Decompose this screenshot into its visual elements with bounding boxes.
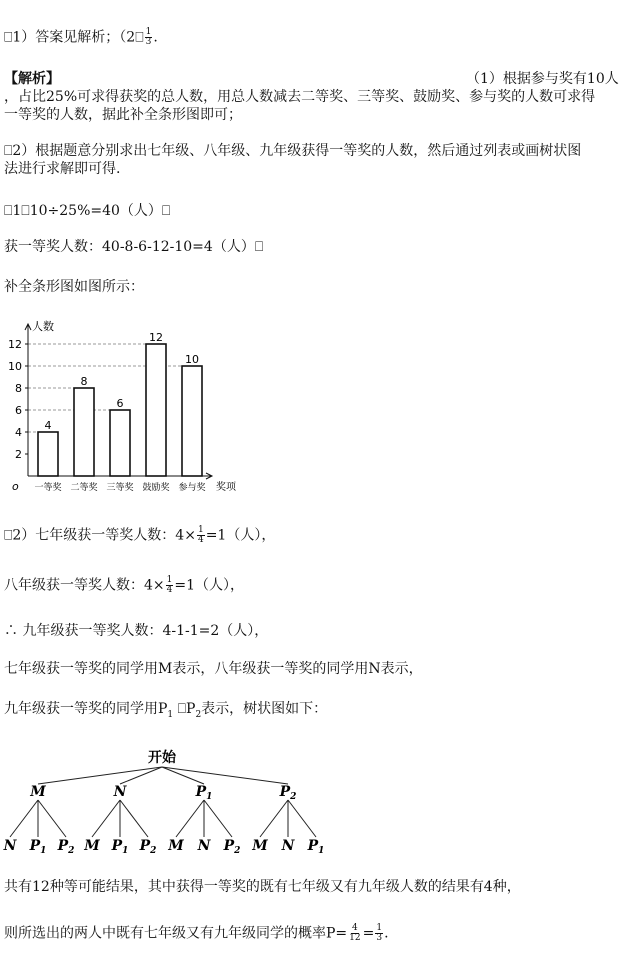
tree-node: $P_1$ bbox=[195, 784, 213, 802]
grade8-line bbox=[4, 576, 244, 595]
tree-node: $P_2$ bbox=[279, 784, 297, 802]
notation-line1: 七年级获一等奖的同学用M表示，八年级获一等奖的同学用N表示， bbox=[4, 661, 423, 677]
tree-root: 开始 bbox=[148, 750, 176, 766]
probability-suffix: . bbox=[384, 925, 389, 942]
chart-bars bbox=[38, 344, 202, 476]
tree-node: N bbox=[113, 784, 127, 800]
y-tick-label: 2 bbox=[15, 448, 22, 461]
tree-node: $P_2$ bbox=[57, 838, 75, 856]
x-tick-label: 鼓励奖 bbox=[142, 483, 170, 493]
conclusion-line1: 共有12种等可能结果，其中获得一等奖的既有七年级又有九年级人数的结果有4种， bbox=[4, 879, 521, 895]
tree-node: N bbox=[197, 838, 211, 854]
fraction-denominator: 4 bbox=[166, 585, 173, 595]
grade8-result: =1（人）， bbox=[174, 577, 245, 594]
grade7-fraction bbox=[197, 526, 205, 545]
tree-diagram bbox=[0, 740, 340, 865]
grade9-line: ∴ 九年级获一等奖人数：4-1-1=2（人）， bbox=[4, 623, 269, 639]
notation-sub1: 1 bbox=[167, 709, 174, 720]
grade7-result: =1（人）， bbox=[205, 527, 276, 544]
bar bbox=[38, 432, 58, 476]
grade7-text: ⎕2）七年级获一等奖人数：4× bbox=[4, 527, 196, 544]
tree-edge bbox=[92, 800, 120, 837]
tree-edge bbox=[120, 800, 148, 837]
tree-edge bbox=[288, 800, 316, 837]
fraction-numerator: 4 bbox=[352, 923, 358, 933]
tree-node: $P_2$ bbox=[139, 838, 157, 856]
x-tick-label: 参与奖 bbox=[178, 483, 206, 493]
bar-value-label: 12 bbox=[149, 331, 163, 344]
x-tick-label: 二等奖 bbox=[70, 483, 98, 493]
tree-edge bbox=[10, 800, 38, 837]
fraction-denominator: 3 bbox=[376, 933, 383, 943]
analysis-part1-cont2: 一等奖的人数，据此补全条形图即可； bbox=[4, 107, 242, 123]
tree-node: M bbox=[168, 838, 184, 854]
bar-chart bbox=[0, 312, 250, 497]
tree-edge bbox=[38, 800, 66, 837]
bar-value-label: 8 bbox=[80, 375, 88, 388]
x-tick-label: 三等奖 bbox=[106, 483, 134, 493]
tree-node: $P_1$ bbox=[307, 838, 325, 856]
fraction-denominator: 4 bbox=[197, 535, 204, 545]
fraction-numerator: 1 bbox=[166, 575, 173, 585]
tree-node: $P_1$ bbox=[29, 838, 47, 856]
answer-fraction bbox=[145, 28, 153, 47]
tree-node: $P_2$ bbox=[223, 838, 241, 856]
bar bbox=[74, 388, 94, 476]
tree-node: N bbox=[3, 838, 17, 854]
conclusion-line2 bbox=[4, 924, 389, 943]
probability-fraction-1 bbox=[348, 924, 361, 943]
analysis-part2-line1: ⎕2）根据题意分别求出七年级、八年级、九年级获得一等奖的人数，然后通过列表或画树状图 bbox=[4, 143, 582, 159]
tree-node: M bbox=[252, 838, 268, 854]
fraction-denominator: 3 bbox=[145, 37, 152, 47]
solution-step1: ⎕1⎕10÷25%=40（人）⎕ bbox=[4, 203, 171, 219]
bar bbox=[182, 366, 202, 476]
notation-text-a: 九年级获一等奖的同学用P bbox=[4, 701, 168, 717]
tree-edge bbox=[176, 800, 204, 837]
fraction-numerator: 1 bbox=[376, 923, 383, 933]
notation-text-b: ⎕P bbox=[173, 701, 196, 717]
bar bbox=[110, 410, 130, 476]
probability-fraction-2 bbox=[375, 924, 383, 943]
analysis-part1-cont1: ，占比25%可求得获奖的总人数，用总人数减去二等奖、三等奖、鼓励奖、参与奖的人数可求得 bbox=[4, 89, 596, 105]
tree-edge bbox=[162, 767, 288, 784]
answer-line bbox=[4, 28, 158, 47]
tree-node: M bbox=[84, 838, 100, 854]
x-axis-label: 奖项 bbox=[216, 482, 236, 493]
y-tick-label: 4 bbox=[15, 426, 22, 439]
probability-text: 则所选出的两人中既有七年级又有九年级同学的概率P= bbox=[4, 925, 348, 942]
x-tick-label: 一等奖 bbox=[34, 483, 62, 493]
analysis-part1-lead: （1）根据参与奖有10人 bbox=[466, 71, 619, 87]
fraction-numerator: 1 bbox=[145, 27, 152, 37]
fraction-numerator: 1 bbox=[197, 525, 204, 535]
y-tick-label: 12 bbox=[8, 338, 22, 351]
y-axis-label: 人数 bbox=[32, 320, 54, 333]
equals-sign: = bbox=[362, 925, 375, 942]
analysis-part2-line2: 法进行求解即可得. bbox=[4, 161, 121, 177]
fraction-denominator: 12 bbox=[349, 933, 361, 943]
bar-value-label: 4 bbox=[44, 419, 52, 432]
grade8-text: 八年级获一等奖人数：4× bbox=[4, 577, 165, 594]
answer-text: ⎕1）答案见解析；（2⎕ bbox=[4, 29, 144, 46]
bar-value-label: 10 bbox=[185, 353, 199, 366]
solution-step3: 补全条形图如图所示： bbox=[4, 279, 144, 295]
notation-sub2: 2 bbox=[195, 709, 202, 720]
solution-step2: 获一等奖人数：40-8-6-12-10=4（人）⎕ bbox=[4, 239, 264, 255]
tree-node: N bbox=[281, 838, 295, 854]
tree-nodes bbox=[3, 784, 325, 856]
origin-label: o bbox=[12, 480, 19, 493]
tree-edge bbox=[260, 800, 288, 837]
analysis-heading: 【解析】 bbox=[4, 71, 60, 87]
bar bbox=[146, 344, 166, 476]
tree-edge bbox=[38, 767, 162, 784]
tree-node: $P_1$ bbox=[111, 838, 129, 856]
bar-value-label: 6 bbox=[116, 397, 124, 410]
notation-text-c: 表示，树状图如下： bbox=[201, 701, 328, 717]
y-tick-label: 6 bbox=[15, 404, 22, 417]
tree-node: M bbox=[30, 784, 46, 800]
tree-edges bbox=[10, 767, 316, 837]
tree-edge bbox=[204, 800, 232, 837]
y-tick-label: 10 bbox=[8, 360, 22, 373]
answer-suffix: . bbox=[153, 29, 158, 46]
grade7-line bbox=[4, 526, 275, 545]
grade8-fraction bbox=[166, 576, 174, 595]
notation-line2 bbox=[4, 700, 327, 724]
y-tick-label: 8 bbox=[15, 382, 22, 395]
